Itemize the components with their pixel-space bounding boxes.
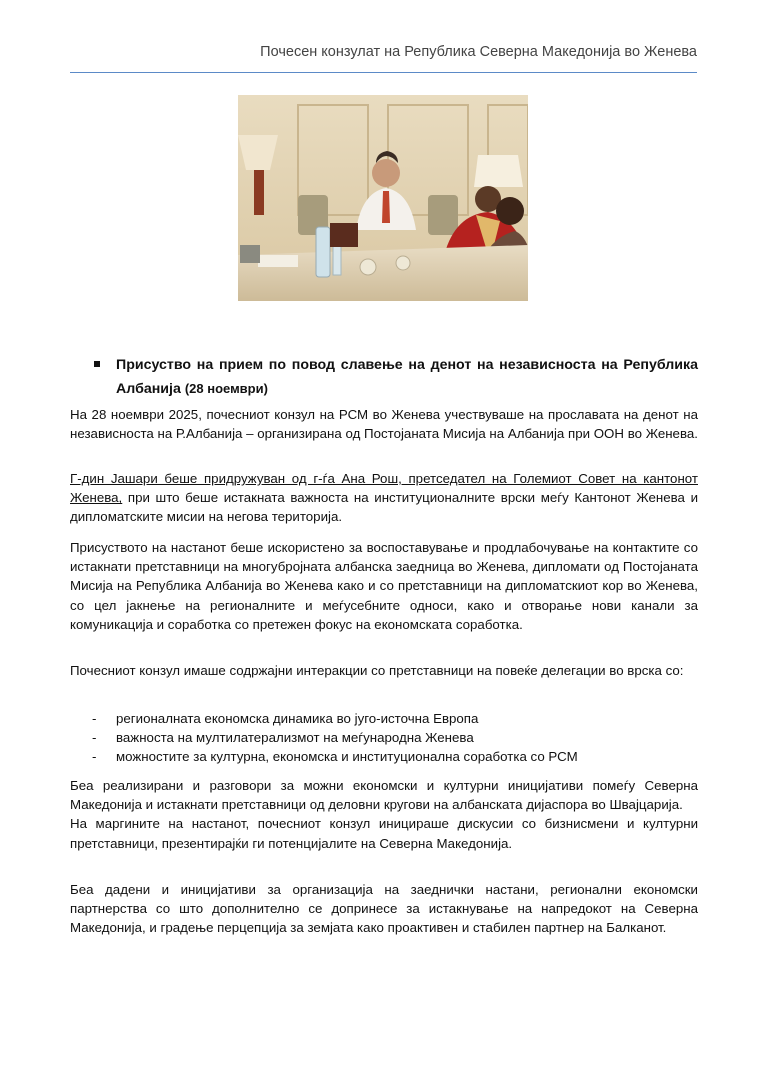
paragraph-7-block	[70, 880, 698, 938]
dash-marker: -	[92, 730, 97, 745]
paragraph-5: Беа реализирани и разговори за можни економски и културни иницијативи помеѓу Северна Македонија и истакнати претставници од деловни кругови на албанската дијаспора во Швајцарија.	[70, 778, 698, 813]
bullet-square-icon	[94, 361, 100, 367]
section-heading	[94, 353, 698, 401]
paragraph-2-block	[70, 469, 698, 527]
list-item-text: можностите за културна, економска и институционална соработка со РСМ	[116, 749, 578, 764]
paragraph-3: Присуството на настанот беше искористено за воспоставување и продлабочување на контактите со истакнати претставници на многубројната албанска заедница во Женева, дипломати од Постојаната Мисија на Република Албанија во Женева како и со претставници на дипломатскиот кор во Женева, со цел јакнење на регионалните и меѓусебните односи, како и отворање нови канали за комуникација и соработка со претежен фокус на економската соработка.	[70, 540, 698, 632]
section-heading-text	[116, 353, 698, 401]
paragraph-2-rest: при што беше истакната важноста на институционалните врски меѓу Кантонот Женева и дипломатските мисии на негова територија.	[70, 490, 698, 525]
paragraph-4-block	[70, 661, 698, 680]
list-item-text: важноста на мултилатерализмот на меѓународна Женева	[116, 730, 474, 745]
section-heading-date: (28 ноември)	[184, 381, 268, 396]
paragraph-1: На 28 ноември 2025, почесниот конзул на РСМ во Женева учествуваше на прославата на денот на независноста на Р.Албанија – организирана од Постојаната Мисија на Албанија при ООН во Женева.	[70, 407, 698, 442]
page-header: Почесен конзулат на Република Северна Македонија во Женева	[260, 44, 697, 60]
header-divider	[70, 72, 697, 73]
dash-marker: -	[92, 711, 97, 726]
list-item	[70, 728, 698, 747]
list-item-text: регионалната економска динамика во југо-источна Европа	[116, 711, 479, 726]
dash-marker: -	[92, 749, 97, 764]
topics-list-block	[70, 709, 698, 766]
paragraph-3-block	[70, 538, 698, 634]
section-heading-title: Присуство на прием по повод славење на денот на независноста на Република Албанија	[116, 357, 698, 397]
paragraph-2-underlined: Г-дин Јашари беше придружуван од г-ѓа Ана Рош, претседател на Големиот Совет на кантонот Женева,	[70, 471, 698, 506]
paragraph-6: На маргините на настанот, почесниот конзул иницираше дискусии со бизнисмени и културни претставници, презентирајќи ги потенцијалите на Северна Македонија.	[70, 816, 698, 851]
topics-list	[70, 709, 698, 766]
list-item	[70, 709, 698, 728]
paragraph-4: Почесниот конзул имаше содржајни интеракции со претставници на повеќе делегации во врска со:	[70, 663, 684, 678]
paragraph-1-block	[70, 405, 698, 443]
paragraph-7: Беа дадени и иницијативи за организација на заеднички настани, регионални економски партнерства со што дополнително се допринесе за истакнување на напредокот на Северна Македонија, и градење перцепција за земјата како проактивен и стабилен партнер на Балканот.	[70, 882, 698, 936]
event-photo	[238, 95, 528, 301]
paragraph-2	[70, 469, 698, 527]
list-item	[70, 747, 698, 766]
paragraph-5-block	[70, 776, 698, 853]
